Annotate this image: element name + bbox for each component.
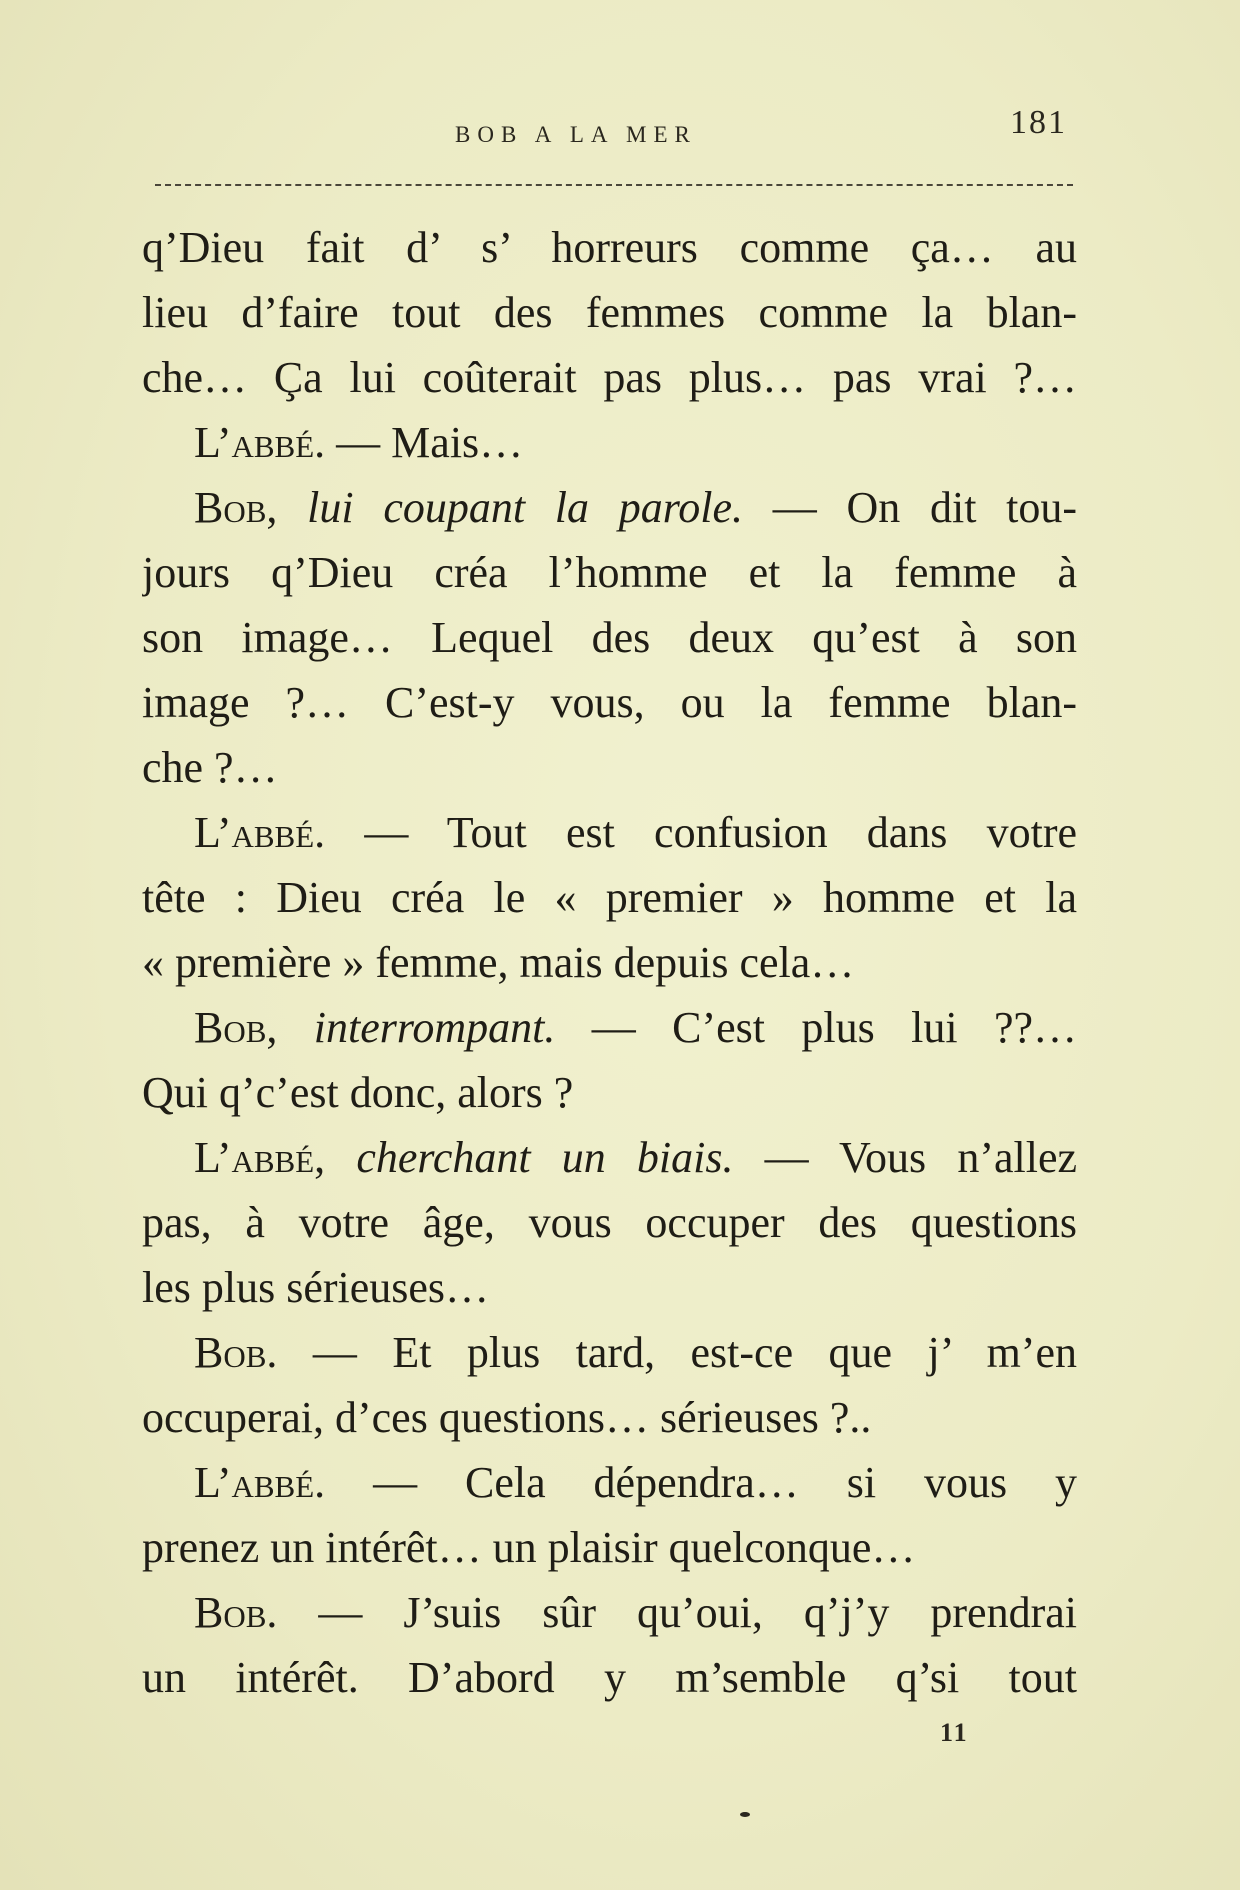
text-run: Qui q’c’est donc, alors ? xyxy=(142,1068,574,1117)
speaker-name: Bob, xyxy=(194,483,278,532)
text-line xyxy=(142,475,1077,540)
text-line xyxy=(142,215,1077,280)
text-run: « première » femme, mais depuis cela… xyxy=(142,938,855,987)
text-line xyxy=(142,1320,1077,1385)
text-line xyxy=(142,410,1077,475)
signature-mark: 11 xyxy=(940,1718,969,1747)
text-line xyxy=(142,1190,1077,1255)
text-line xyxy=(142,1645,1077,1710)
text-run: — Et plus tard, est-ce que j’ m’en xyxy=(277,1328,1077,1377)
running-head: BOB A LA MER xyxy=(455,122,697,147)
text-run: un intérêt. D’abord y m’semble q’si tout xyxy=(142,1653,1077,1702)
text-line xyxy=(142,280,1077,345)
text-run: — On dit tou- xyxy=(743,483,1077,532)
text-line xyxy=(142,1450,1077,1515)
text-line xyxy=(142,1515,1077,1580)
text-line xyxy=(142,930,1077,995)
stage-direction: interrompant. xyxy=(313,1003,556,1052)
text-run: — Vous n’allez xyxy=(733,1133,1077,1182)
text-line xyxy=(142,1125,1077,1190)
text-line xyxy=(142,605,1077,670)
speaker-name: Bob. xyxy=(194,1328,278,1377)
text-line xyxy=(142,735,1077,800)
text-run: — J’suis sûr qu’oui, q’j’y prendrai xyxy=(277,1588,1077,1637)
text-run: che ?… xyxy=(142,743,278,792)
text-line xyxy=(142,1580,1077,1645)
speaker-name: Bob, xyxy=(194,1003,278,1052)
text-run: occuperai, d’ces questions… sérieuses ?.. xyxy=(142,1393,872,1442)
text-run: lieu d’faire tout des femmes comme la blan- xyxy=(142,288,1077,337)
text-line xyxy=(142,1255,1077,1320)
header-rule xyxy=(155,184,1073,186)
text-line xyxy=(142,800,1077,865)
text-run: che… Ça lui coûterait pas plus… pas vrai ?… xyxy=(142,353,1077,402)
speaker-name: Bob. xyxy=(194,1588,278,1637)
ink-speck xyxy=(740,1812,750,1817)
text-run: image ?… C’est-y vous, ou la femme blan- xyxy=(142,678,1077,727)
text-run: pas, à votre âge, vous occuper des questions xyxy=(142,1198,1077,1247)
text-run: son image… Lequel des deux qu’est à son xyxy=(142,613,1077,662)
speaker-name: L’abbé. xyxy=(194,808,326,857)
text-run: — Cela dépendra… si vous y xyxy=(325,1458,1077,1507)
text-run xyxy=(277,483,307,532)
body-text xyxy=(142,215,1077,1710)
speaker-name: L’abbé. xyxy=(194,418,326,467)
text-run: tête : Dieu créa le « premier » homme et la xyxy=(142,873,1077,922)
stage-direction: lui coupant la parole. xyxy=(307,483,744,532)
page-number: 181 xyxy=(1010,104,1067,141)
text-line xyxy=(142,1385,1077,1450)
text-run xyxy=(325,1133,356,1182)
text-run: — Mais… xyxy=(325,418,524,467)
text-line xyxy=(142,670,1077,735)
text-line xyxy=(142,540,1077,605)
text-line xyxy=(142,345,1077,410)
speaker-name: L’abbé, xyxy=(194,1133,326,1182)
text-run: prenez un intérêt… un plaisir quelconque… xyxy=(142,1523,916,1572)
text-line xyxy=(142,995,1077,1060)
text-run xyxy=(277,1003,313,1052)
text-run: jours q’Dieu créa l’homme et la femme à xyxy=(142,548,1077,597)
stage-direction: cherchant un biais. xyxy=(356,1133,734,1182)
text-run: — C’est plus lui ??… xyxy=(555,1003,1077,1052)
text-run: q’Dieu fait d’ s’ horreurs comme ça… au xyxy=(142,223,1077,272)
speaker-name: L’abbé. xyxy=(194,1458,326,1507)
text-run: les plus sérieuses… xyxy=(142,1263,490,1312)
text-run: — Tout est confusion dans votre xyxy=(325,808,1077,857)
text-line xyxy=(142,1060,1077,1125)
text-line xyxy=(142,865,1077,930)
